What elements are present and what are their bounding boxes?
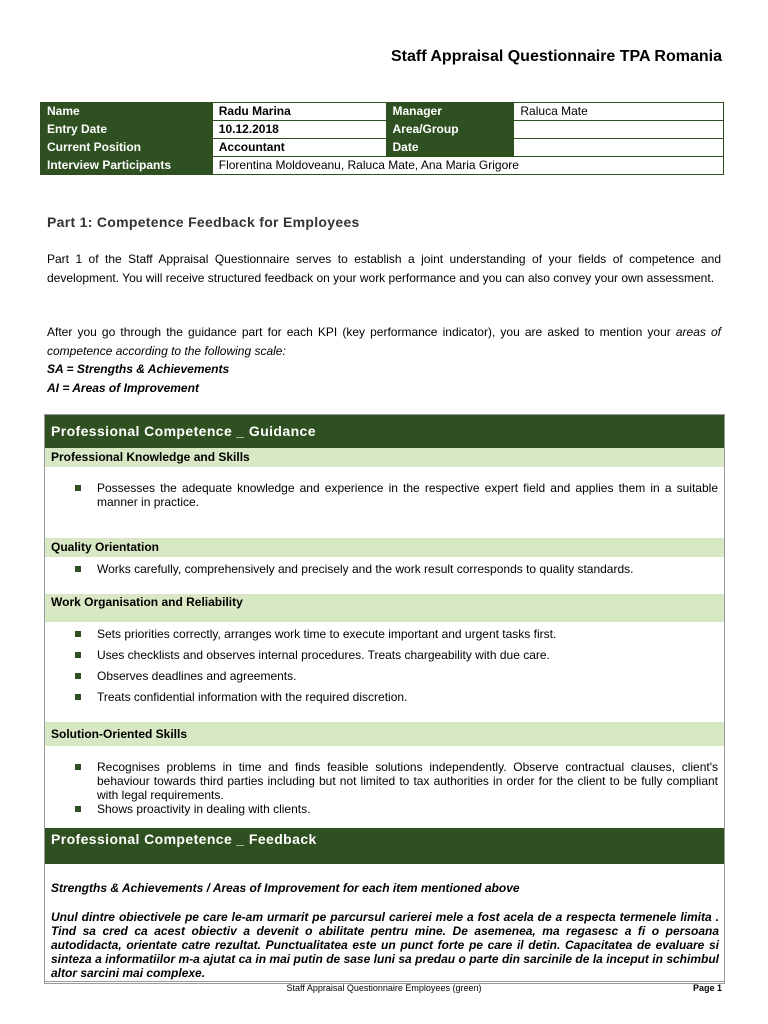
table-row <box>41 157 724 175</box>
manager-value: Raluca Mate <box>514 103 724 121</box>
list-item-text: Shows proactivity in dealing with clients. <box>97 802 311 816</box>
subsection-title: Solution-Oriented Skills <box>51 727 188 741</box>
list-item <box>45 627 724 641</box>
current-position-value: Accountant <box>212 139 386 157</box>
subsection-solution-oriented <box>45 722 724 746</box>
rating-scale <box>47 360 229 397</box>
subsection-work-organisation <box>45 594 724 622</box>
square-bullet-icon <box>75 652 81 658</box>
list-item-text: Treats confidential information with the required discretion. <box>97 690 408 704</box>
list-item-text: Works carefully, comprehensively and precisely and the work result corresponds to quality standards. <box>97 562 634 576</box>
table-row <box>41 121 724 139</box>
interview-participants-label: Interview Participants <box>41 157 213 175</box>
employee-info-table <box>40 102 724 175</box>
subsection-professional-knowledge <box>45 448 724 467</box>
square-bullet-icon <box>75 673 81 679</box>
part1-intro-paragraph: Part 1 of the Staff Appraisal Questionnaire serves to establish a joint understanding of your fields of competence and development. You will receive structured feedback on your work performance and you can also convey your own assessment. <box>47 252 721 285</box>
list-item-text: Observes deadlines and agreements. <box>97 669 297 683</box>
list-item <box>45 562 724 576</box>
list-item <box>45 648 724 662</box>
scale-ai: AI = Areas of Improvement <box>47 380 199 395</box>
subsection-title: Work Organisation and Reliability <box>51 595 243 609</box>
list-item <box>45 760 724 802</box>
list-item-text: Uses checklists and observes internal procedures. Treats chargeability with due care. <box>97 648 550 662</box>
square-bullet-icon <box>75 806 81 812</box>
list-item <box>45 690 724 704</box>
feedback-intro: Strengths & Achievements / Areas of Improvement for each item mentioned above <box>51 881 520 895</box>
bullet-list <box>45 760 724 816</box>
area-group-value <box>514 121 724 139</box>
entry-date-value: 10.12.2018 <box>212 121 386 139</box>
feedback-header-text: Professional Competence _ Feedback <box>51 831 317 847</box>
manager-label: Manager <box>386 103 514 121</box>
name-value: Radu Marina <box>212 103 386 121</box>
list-item-text: Possesses the adequate knowledge and experience in the respective expert field and applies them in a suitable manner in practice. <box>97 481 718 509</box>
footer-page-number: Page 1 <box>692 983 722 993</box>
bullet-list <box>45 627 724 704</box>
area-group-label: Area/Group <box>386 121 514 139</box>
table-row <box>41 103 724 121</box>
name-label: Name <box>41 103 213 121</box>
subsection-quality-orientation <box>45 538 724 557</box>
current-position-label: Current Position <box>41 139 213 157</box>
list-item <box>45 481 724 509</box>
feedback-text: Unul dintre obiectivele pe care le-am urmarit pe parcursul carierei mele a fost acela de a respecta termenele limita . Tind sa cred ca acest obiectiv a devenit o abilitate pentru mine. De asemenea, ma regasesc a fi o persoana autodidacta, orientate catre rezultat. Punctualitatea este un punct forte pe care il detin. Capacitatea de evaluare si sinteza a informatiilor m-a ajutat ca in mai putin de sase luni sa predau o parte din sarcinile de la inceput in schimbul altor sarcini mai complexe. <box>51 910 719 980</box>
footer-document-name: Staff Appraisal Questionnaire Employees (green) <box>286 983 482 993</box>
list-item <box>45 802 724 816</box>
entry-date-label: Entry Date <box>41 121 213 139</box>
footer-divider <box>44 981 725 982</box>
square-bullet-icon <box>75 694 81 700</box>
list-item-text: Recognises problems in time and finds feasible solutions independently. Observe contractual clauses, client's behaviour towards third parties including but not limited to tax authorities in order for the client to be fully compliant with legal requirements. <box>97 760 718 802</box>
bullet-list <box>45 562 724 576</box>
page-title: Staff Appraisal Questionnaire TPA Romania <box>390 48 722 65</box>
date-value <box>514 139 724 157</box>
subsection-title: Quality Orientation <box>51 540 160 554</box>
part1-heading: Part 1: Competence Feedback for Employees <box>47 214 360 230</box>
list-item-text: Sets priorities correctly, arranges work time to execute important and urgent tasks first. <box>97 627 557 641</box>
table-row <box>41 139 724 157</box>
scale-sa: SA = Strengths & Achievements <box>47 362 230 376</box>
square-bullet-icon <box>75 764 81 770</box>
square-bullet-icon <box>75 485 81 491</box>
part1-scale-paragraph <box>47 323 721 360</box>
square-bullet-icon <box>75 631 81 637</box>
subsection-title: Professional Knowledge and Skills <box>51 450 250 464</box>
bullet-list <box>45 481 724 509</box>
list-item <box>45 669 724 683</box>
competence-section <box>44 414 725 984</box>
feedback-header <box>45 828 724 864</box>
scale-paragraph-start: After you go through the guidance part for each KPI (key performance indicator), you are asked to mention your <box>47 325 676 339</box>
guidance-header-text: Professional Competence _ Guidance <box>51 423 316 439</box>
interview-participants-value: Florentina Moldoveanu, Raluca Mate, Ana Maria Grigore <box>212 157 723 175</box>
scale-paragraph-end: areas of competence according to the following scale: <box>47 325 722 358</box>
square-bullet-icon <box>75 566 81 572</box>
date-label: Date <box>386 139 514 157</box>
guidance-header <box>45 415 724 448</box>
